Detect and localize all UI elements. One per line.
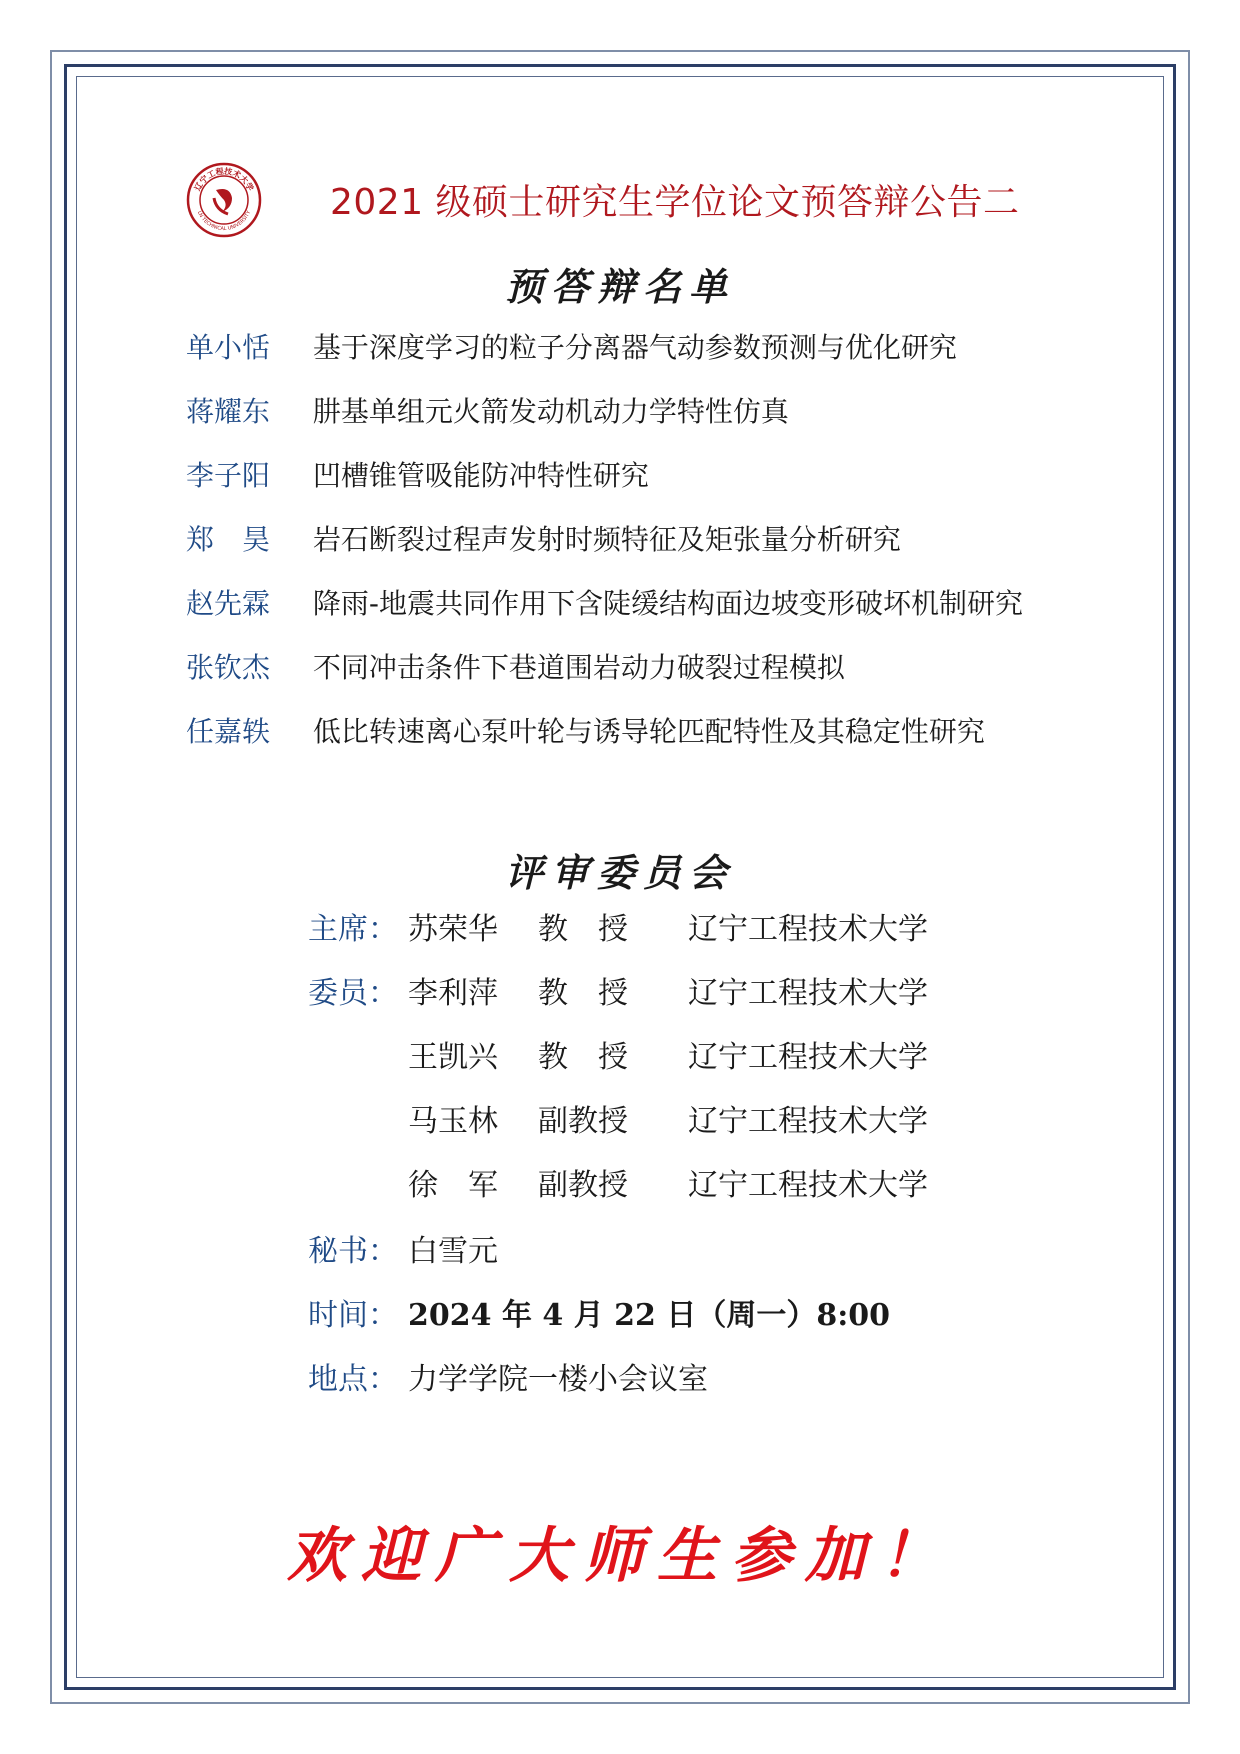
thesis-topic: 岩石断裂过程声发射时频特征及矩张量分析研究 [312, 523, 901, 556]
member-organization: 辽宁工程技术大学 [688, 976, 928, 1011]
list-item [186, 518, 901, 558]
member-title: 副教授 [538, 1168, 628, 1203]
secretary-name: 白雪元 [408, 1234, 498, 1269]
student-name: 张钦杰 [186, 651, 271, 684]
student-name: 任嘉轶 [186, 715, 271, 748]
student-name: 赵先霖 [186, 587, 271, 620]
member-title: 教 授 [538, 912, 628, 947]
member-organization: 辽宁工程技术大学 [688, 1040, 928, 1075]
member-name: 王凯兴 [408, 1040, 498, 1075]
list-item [186, 710, 985, 750]
time-label: 时间： [308, 1298, 398, 1333]
member-organization: 辽宁工程技术大学 [688, 1104, 928, 1139]
list-item [186, 390, 789, 430]
student-name: 李子阳 [186, 459, 271, 492]
defense-place: 力学学院一楼小会议室 [408, 1362, 708, 1397]
thesis-topic: 基于深度学习的粒子分离器气动参数预测与优化研究 [312, 331, 957, 364]
welcome-message: 欢迎广大师生参加！ [287, 1521, 953, 1591]
list-item [186, 326, 957, 366]
list-item [186, 454, 649, 494]
member-name: 徐 军 [408, 1168, 498, 1203]
member-label: 委员： [308, 976, 398, 1011]
svg-text:LN TECHNICAL UNIVERSITY: LN TECHNICAL UNIVERSITY [195, 210, 253, 233]
member-title: 教 授 [538, 1040, 628, 1075]
member-name: 苏荣华 [408, 912, 498, 947]
chair-label: 主席： [308, 912, 398, 947]
university-logo [186, 162, 262, 238]
thesis-topic: 低比转速离心泵叶轮与诱导轮匹配特性及其稳定性研究 [312, 715, 985, 748]
thesis-topic: 不同冲击条件下巷道围岩动力破裂过程模拟 [312, 651, 845, 684]
member-name: 马玉林 [408, 1104, 498, 1139]
list-item [186, 582, 1023, 622]
svg-text:辽宁工程技术大学: 辽宁工程技术大学 [192, 166, 256, 193]
member-title: 教 授 [538, 976, 628, 1011]
list-item [186, 646, 845, 686]
student-name: 蒋耀东 [186, 395, 271, 428]
student-name: 单小恬 [186, 331, 271, 364]
committee-heading: 评审委员会 [504, 850, 735, 895]
thesis-topic: 肼基单组元火箭发动机动力学特性仿真 [312, 395, 789, 428]
member-name: 李利萍 [408, 976, 498, 1011]
thesis-topic: 降雨-地震共同作用下含陡缓结构面边坡变形破坏机制研究 [312, 587, 1024, 620]
student-name: 郑 昊 [186, 523, 271, 556]
defense-time: 2024 年 4 月 22 日（周一）8:00 [408, 1298, 891, 1333]
place-label: 地点： [308, 1362, 398, 1397]
member-title: 副教授 [538, 1104, 628, 1139]
member-organization: 辽宁工程技术大学 [688, 912, 928, 947]
defense-list-heading: 预答辩名单 [504, 264, 735, 309]
page-title: 2021 级硕士研究生学位论文预答辩公告二 [330, 182, 1020, 223]
thesis-topic: 凹槽锥管吸能防冲特性研究 [312, 459, 649, 492]
member-organization: 辽宁工程技术大学 [688, 1168, 928, 1203]
secretary-label: 秘书： [308, 1234, 398, 1269]
